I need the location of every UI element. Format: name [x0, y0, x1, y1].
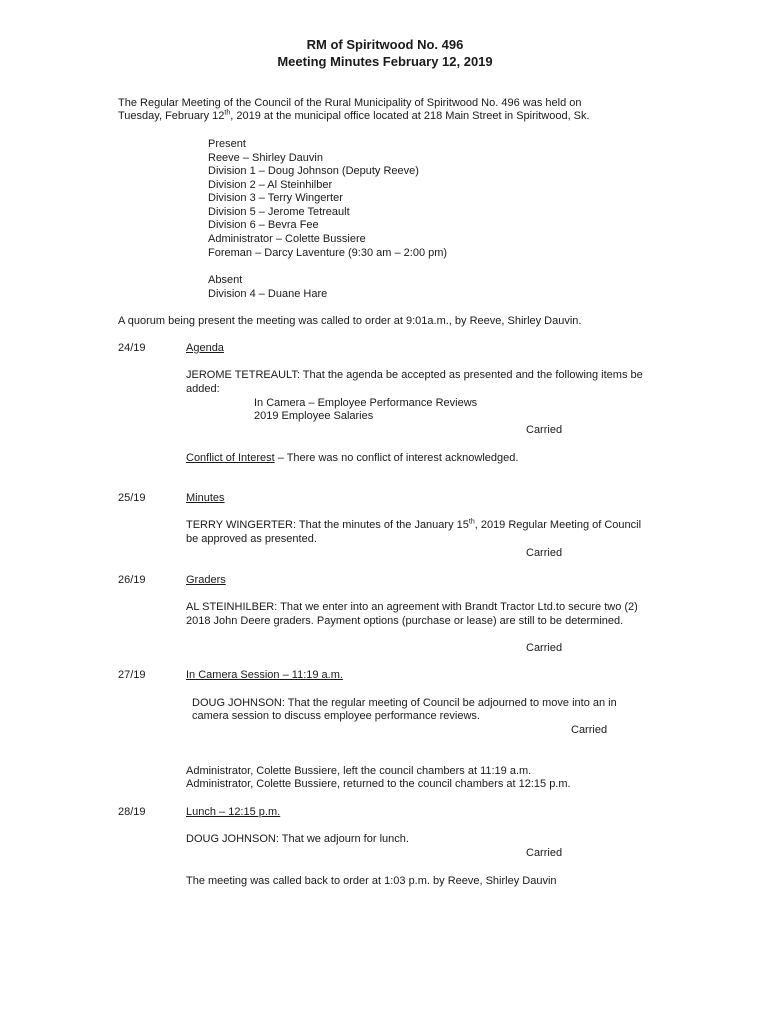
motion-text: DOUG JOHNSON: That the regular meeting of Council be adjourned to move into an in: [192, 697, 617, 709]
present-heading: Present: [208, 138, 246, 150]
attendee: Foreman – Darcy Laventure (9:30 am – 2:00 pm): [208, 247, 448, 259]
carried-label: Carried: [526, 847, 563, 859]
item-heading: Agenda: [186, 342, 224, 354]
item-heading: Graders: [186, 574, 226, 586]
item-number: 28/19: [118, 806, 146, 818]
attendee: Administrator – Colette Bussiere: [208, 233, 366, 245]
conflict-of-interest: Conflict of Interest – There was no conflict of interest acknowledged.: [186, 452, 519, 464]
quorum-statement: A quorum being present the meeting was called to order at 9:01a.m., by Reeve, Shirley Dauvin.: [118, 315, 582, 327]
motion-text: added:: [186, 383, 220, 395]
motion-text: be approved as presented.: [186, 533, 317, 545]
item-number: 25/19: [118, 492, 146, 504]
document-title: RM of Spiritwood No. 496: [306, 37, 464, 52]
item-heading: Lunch – 12:15 p.m.: [186, 806, 281, 818]
agenda-addition: 2019 Employee Salaries: [254, 410, 374, 422]
attendee: Division 3 – Terry Wingerter: [208, 192, 343, 204]
attendee: Reeve – Shirley Dauvin: [208, 152, 323, 164]
motion-text: AL STEINHILBER: That we enter into an agreement with Brandt Tractor Ltd.to secure two (2): [186, 601, 638, 613]
item-heading: Minutes: [186, 492, 225, 504]
item-number: 24/19: [118, 342, 146, 354]
item-heading: In Camera Session – 11:19 a.m.: [186, 669, 343, 681]
item-number: 26/19: [118, 574, 146, 586]
attendee: Division 6 – Bevra Fee: [208, 219, 319, 231]
carried-label: Carried: [526, 424, 563, 436]
carried-label: Carried: [571, 724, 608, 736]
intro-line-2: Tuesday, February 12th, 2019 at the municipal office located at 218 Main Street in Spiritwood, Sk.: [118, 109, 590, 122]
document-subtitle: Meeting Minutes February 12, 2019: [277, 54, 493, 69]
motion-text: camera session to discuss employee performance reviews.: [192, 710, 480, 722]
attendee: Division 5 – Jerome Tetreault: [208, 206, 350, 218]
motion-text: DOUG JOHNSON: That we adjourn for lunch.: [186, 833, 409, 845]
motion-text: TERRY WINGERTER: That the minutes of the January 15th, 2019 Regular Meeting of Council: [186, 518, 642, 531]
administrator-note: Administrator, Colette Bussiere, returned to the council chambers at 12:15 p.m.: [186, 778, 571, 790]
motion-text: JEROME TETREAULT: That the agenda be accepted as presented and the following items be: [186, 369, 643, 381]
attendee: Division 1 – Doug Johnson (Deputy Reeve): [208, 165, 419, 177]
meeting-resumed-note: The meeting was called back to order at 1:03 p.m. by Reeve, Shirley Dauvin: [186, 875, 557, 887]
absent-heading: Absent: [208, 274, 243, 286]
intro-line-1: The Regular Meeting of the Council of the Rural Municipality of Spiritwood No. 496 was held on: [118, 97, 582, 109]
absentee: Division 4 – Duane Hare: [208, 288, 328, 300]
motion-text: 2018 John Deere graders. Payment options (purchase or lease) are still to be determined.: [186, 615, 624, 627]
attendee: Division 2 – Al Steinhilber: [208, 179, 333, 191]
carried-label: Carried: [526, 642, 563, 654]
carried-label: Carried: [526, 547, 563, 559]
agenda-addition: In Camera – Employee Performance Reviews: [254, 397, 478, 409]
item-number: 27/19: [118, 669, 146, 681]
administrator-note: Administrator, Colette Bussiere, left the council chambers at 11:19 a.m.: [186, 765, 532, 777]
